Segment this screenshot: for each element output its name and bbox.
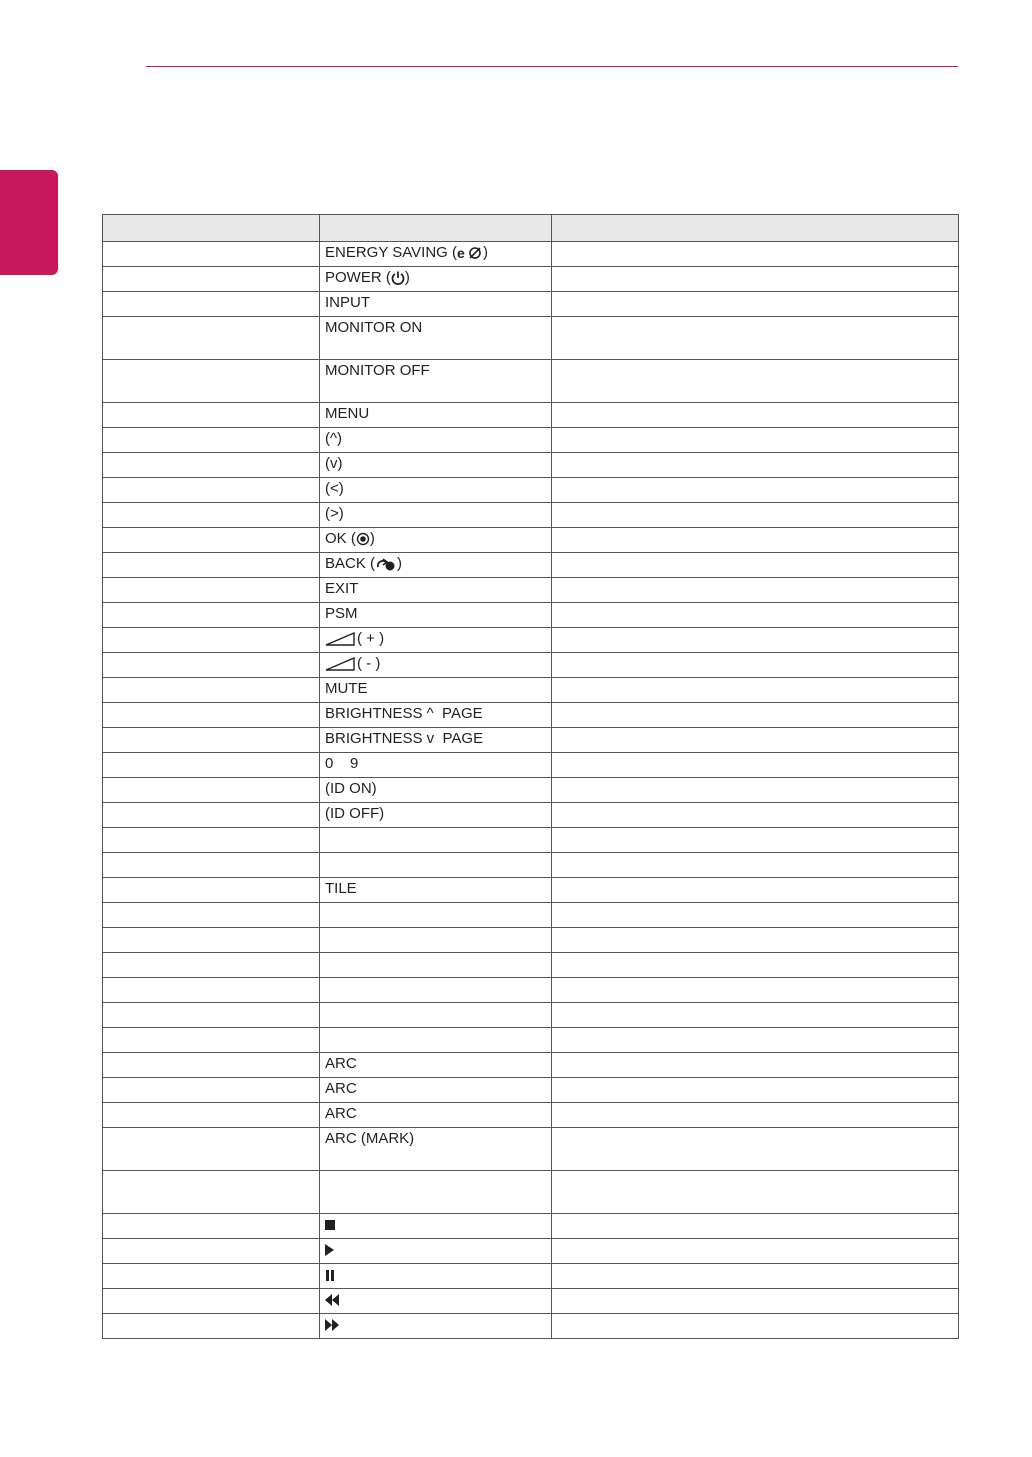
function-cell <box>103 628 320 653</box>
table-row <box>103 1103 959 1128</box>
back-icon <box>375 555 397 572</box>
description-cell <box>552 978 959 1003</box>
description-cell <box>552 528 959 553</box>
table-header-cell <box>103 215 320 242</box>
table-header-cell <box>320 215 552 242</box>
function-cell <box>103 853 320 878</box>
table-row <box>103 478 959 503</box>
button-cell <box>320 428 552 453</box>
description-cell <box>552 778 959 803</box>
table-row <box>103 778 959 803</box>
table-row <box>103 292 959 317</box>
function-cell <box>103 703 320 728</box>
table-row <box>103 1128 959 1171</box>
function-cell <box>103 428 320 453</box>
table-row <box>103 803 959 828</box>
description-cell <box>552 1314 959 1339</box>
function-cell <box>103 978 320 1003</box>
button-label: ARC <box>325 1105 357 1122</box>
description-cell <box>552 728 959 753</box>
description-cell <box>552 878 959 903</box>
description-cell <box>552 828 959 853</box>
button-cell <box>320 360 552 403</box>
table-row <box>103 1289 959 1314</box>
function-cell <box>103 1078 320 1103</box>
stop-icon <box>325 1216 335 1233</box>
button-cell <box>320 1028 552 1053</box>
description-cell <box>552 1028 959 1053</box>
description-cell <box>552 1264 959 1289</box>
table-row <box>103 1078 959 1103</box>
button-label: POWER ( <box>325 269 391 286</box>
button-label: ( + ) <box>357 630 385 647</box>
button-cell <box>320 728 552 753</box>
function-cell <box>103 1028 320 1053</box>
function-cell <box>103 753 320 778</box>
header-rule <box>146 66 958 67</box>
function-cell <box>103 360 320 403</box>
function-cell <box>103 1003 320 1028</box>
button-cell <box>320 453 552 478</box>
volume-down-icon <box>325 655 355 672</box>
button-cell <box>320 503 552 528</box>
description-cell <box>552 928 959 953</box>
button-cell <box>320 953 552 978</box>
description-cell <box>552 1214 959 1239</box>
table-row <box>103 603 959 628</box>
button-cell <box>320 603 552 628</box>
function-cell <box>103 878 320 903</box>
function-cell <box>103 828 320 853</box>
function-cell <box>103 903 320 928</box>
description-cell <box>552 553 959 578</box>
button-label: 0 9 <box>325 755 359 772</box>
function-cell <box>103 603 320 628</box>
description-cell <box>552 242 959 267</box>
description-cell <box>552 292 959 317</box>
description-cell <box>552 403 959 428</box>
function-cell <box>103 1103 320 1128</box>
button-cell <box>320 778 552 803</box>
button-cell <box>320 978 552 1003</box>
function-cell <box>103 1128 320 1171</box>
button-label: OK ( <box>325 530 356 547</box>
function-cell <box>103 928 320 953</box>
description-cell <box>552 1053 959 1078</box>
table-row <box>103 703 959 728</box>
button-cell <box>320 653 552 678</box>
button-cell <box>320 1128 552 1171</box>
table-row <box>103 453 959 478</box>
button-cell <box>320 1289 552 1314</box>
button-cell <box>320 703 552 728</box>
description-cell <box>552 628 959 653</box>
button-label: ARC <box>325 1055 357 1072</box>
function-cell <box>103 778 320 803</box>
button-cell <box>320 267 552 292</box>
function-cell <box>103 403 320 428</box>
table-row <box>103 1214 959 1239</box>
function-cell <box>103 678 320 703</box>
button-label: ( - ) <box>357 655 381 672</box>
button-cell <box>320 1239 552 1264</box>
description-cell <box>552 1003 959 1028</box>
table-row <box>103 678 959 703</box>
button-cell <box>320 1171 552 1214</box>
button-label: MENU <box>325 405 370 422</box>
table-row <box>103 503 959 528</box>
button-label: ENERGY SAVING ( <box>325 244 457 261</box>
table-row <box>103 1264 959 1289</box>
button-cell <box>320 1078 552 1103</box>
description-cell <box>552 803 959 828</box>
table-row <box>103 903 959 928</box>
description-cell <box>552 753 959 778</box>
table-row <box>103 528 959 553</box>
description-cell <box>552 603 959 628</box>
button-label: (ID ON) <box>325 780 377 797</box>
description-cell <box>552 317 959 360</box>
button-label: MONITOR OFF <box>325 362 430 379</box>
button-cell <box>320 1003 552 1028</box>
table-row <box>103 853 959 878</box>
function-cell <box>103 1171 320 1214</box>
play-icon <box>325 1241 334 1258</box>
table-row <box>103 878 959 903</box>
svg-text:e: e <box>456 246 465 261</box>
function-cell <box>103 242 320 267</box>
function-cell <box>103 653 320 678</box>
button-label: (>) <box>325 505 344 522</box>
volume-up-icon <box>325 630 355 647</box>
button-cell <box>320 678 552 703</box>
function-cell <box>103 1289 320 1314</box>
function-cell <box>103 728 320 753</box>
description-cell <box>552 1128 959 1171</box>
button-cell <box>320 1314 552 1339</box>
button-label: ARC (MARK) <box>325 1130 415 1147</box>
button-cell <box>320 853 552 878</box>
table-row <box>103 978 959 1003</box>
button-cell <box>320 292 552 317</box>
description-cell <box>552 703 959 728</box>
table-row <box>103 653 959 678</box>
function-cell <box>103 503 320 528</box>
button-cell <box>320 1103 552 1128</box>
button-label: MUTE <box>325 680 368 697</box>
table-row <box>103 1053 959 1078</box>
description-cell <box>552 1171 959 1214</box>
function-cell <box>103 267 320 292</box>
description-cell <box>552 578 959 603</box>
power-icon <box>391 269 405 286</box>
button-cell <box>320 628 552 653</box>
table-row <box>103 1239 959 1264</box>
button-cell <box>320 553 552 578</box>
function-cell <box>103 1214 320 1239</box>
table-row <box>103 1003 959 1028</box>
function-cell <box>103 528 320 553</box>
button-label-suffix: ) <box>397 555 403 572</box>
button-cell <box>320 803 552 828</box>
energy-saving-icon <box>457 244 483 261</box>
table-row <box>103 242 959 267</box>
description-cell <box>552 853 959 878</box>
button-label: (v) <box>325 455 343 472</box>
button-cell <box>320 928 552 953</box>
function-cell <box>103 578 320 603</box>
button-cell <box>320 578 552 603</box>
button-label-suffix: ) <box>369 530 375 547</box>
description-cell <box>552 428 959 453</box>
button-label-suffix: ) <box>482 244 488 261</box>
description-cell <box>552 1289 959 1314</box>
table-row <box>103 428 959 453</box>
button-label: BRIGHTNESS v PAGE <box>325 730 484 747</box>
function-cell <box>103 553 320 578</box>
function-cell <box>103 1264 320 1289</box>
function-cell <box>103 292 320 317</box>
table-row <box>103 628 959 653</box>
fast-forward-icon <box>325 1316 339 1333</box>
button-cell <box>320 242 552 267</box>
button-cell <box>320 1053 552 1078</box>
button-label: (^) <box>325 430 343 447</box>
table-row <box>103 578 959 603</box>
table-row <box>103 728 959 753</box>
table-row <box>103 1171 959 1214</box>
table-row <box>103 928 959 953</box>
ok-icon <box>356 530 370 547</box>
table-row <box>103 267 959 292</box>
table-header-row <box>103 215 959 242</box>
pause-icon <box>325 1266 335 1283</box>
button-label: (ID OFF) <box>325 805 385 822</box>
function-cell <box>103 478 320 503</box>
function-cell <box>103 953 320 978</box>
remote-code-table <box>102 214 959 1339</box>
button-cell <box>320 753 552 778</box>
button-cell <box>320 478 552 503</box>
button-label: (<) <box>325 480 344 497</box>
button-cell <box>320 878 552 903</box>
button-cell <box>320 528 552 553</box>
table-row <box>103 403 959 428</box>
function-cell <box>103 803 320 828</box>
table-row <box>103 828 959 853</box>
description-cell <box>552 1103 959 1128</box>
button-label: TILE <box>325 880 357 897</box>
table-row <box>103 1028 959 1053</box>
button-label-suffix: ) <box>404 269 410 286</box>
button-label: MONITOR ON <box>325 319 423 336</box>
button-label: BRIGHTNESS ^ PAGE <box>325 705 483 722</box>
button-cell <box>320 1264 552 1289</box>
button-cell <box>320 403 552 428</box>
description-cell <box>552 453 959 478</box>
table-row <box>103 753 959 778</box>
chapter-tab <box>0 170 58 275</box>
description-cell <box>552 953 959 978</box>
button-label: ARC <box>325 1080 357 1097</box>
table-row <box>103 360 959 403</box>
description-cell <box>552 267 959 292</box>
button-label: PSM <box>325 605 358 622</box>
description-cell <box>552 678 959 703</box>
button-cell <box>320 828 552 853</box>
button-label: BACK ( <box>325 555 376 572</box>
button-cell <box>320 1214 552 1239</box>
function-cell <box>103 1314 320 1339</box>
rewind-icon <box>325 1291 339 1308</box>
description-cell <box>552 1078 959 1103</box>
description-cell <box>552 503 959 528</box>
table-row <box>103 1314 959 1339</box>
description-cell <box>552 478 959 503</box>
table-row <box>103 953 959 978</box>
function-cell <box>103 1053 320 1078</box>
description-cell <box>552 903 959 928</box>
function-cell <box>103 317 320 360</box>
function-cell <box>103 453 320 478</box>
function-cell <box>103 1239 320 1264</box>
table-row <box>103 317 959 360</box>
button-cell <box>320 317 552 360</box>
description-cell <box>552 653 959 678</box>
table-header-cell <box>552 215 959 242</box>
button-label: EXIT <box>325 580 359 597</box>
button-cell <box>320 903 552 928</box>
description-cell <box>552 360 959 403</box>
table-row <box>103 553 959 578</box>
button-label: INPUT <box>325 294 370 311</box>
description-cell <box>552 1239 959 1264</box>
